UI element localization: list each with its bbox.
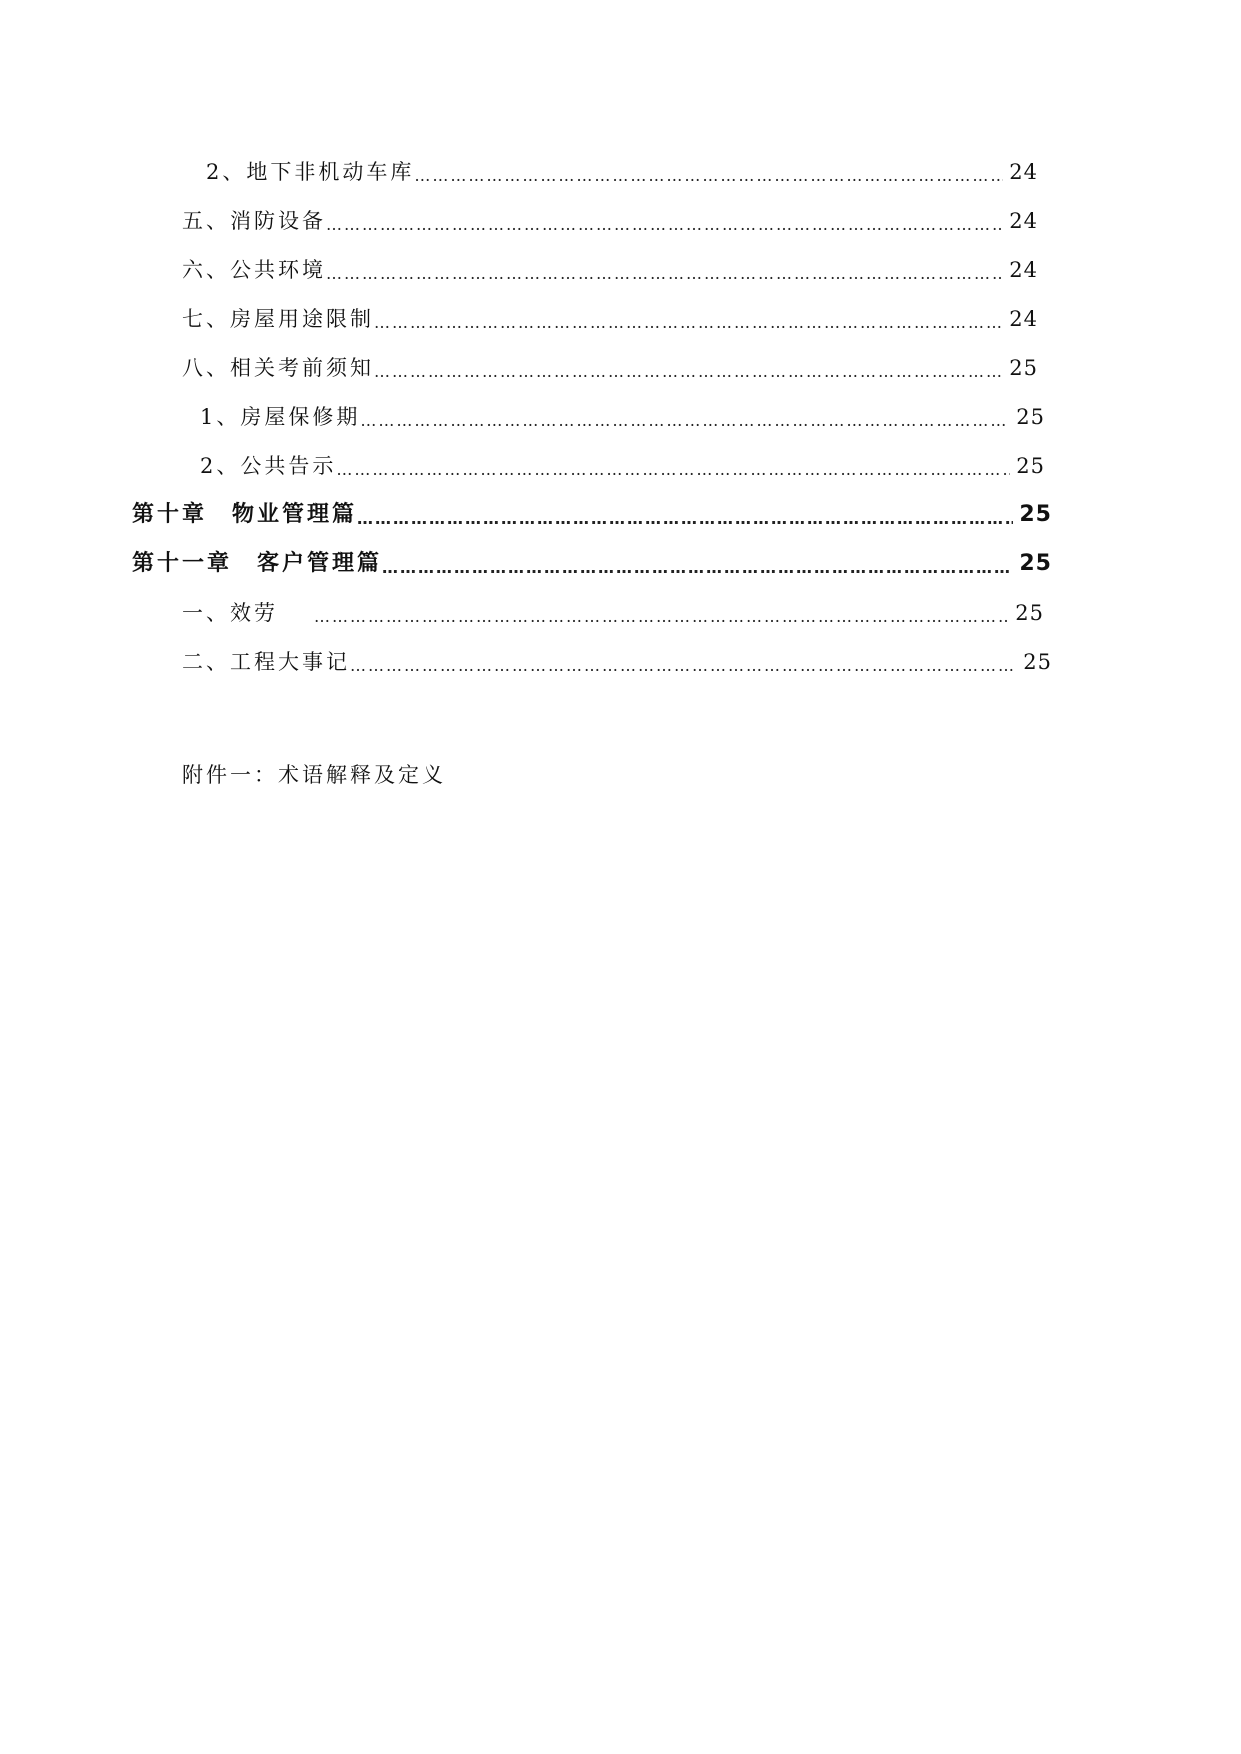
toc-chapter-label: 第十一章 客户管理篇: [132, 551, 383, 576]
toc-leader-dots: [326, 261, 1003, 287]
toc-leader-dots: [414, 163, 1003, 189]
toc-entry[interactable]: [200, 400, 1045, 434]
toc-leader-dots: [374, 310, 1003, 336]
toc-entry-label: 八、相关考前须知: [182, 356, 374, 380]
toc-entry-label: 1、房屋保修期: [200, 405, 361, 429]
toc-page-number: 25: [1015, 601, 1044, 625]
toc-entry-label: 2、公共告示: [200, 454, 337, 478]
toc-page-number: 24: [1009, 307, 1038, 331]
toc-page-number: 25: [1016, 454, 1045, 478]
toc-leader-dots: [350, 653, 1017, 679]
toc-entry[interactable]: [182, 253, 1038, 287]
toc-entry[interactable]: [182, 596, 1044, 630]
appendix-label: 附件一：术语解释及定义: [182, 763, 446, 787]
toc-page-number: 25: [1016, 405, 1045, 429]
toc-page-number: 25: [1019, 502, 1052, 527]
toc-entry[interactable]: [182, 351, 1038, 385]
toc-chapter-entry[interactable]: [132, 498, 1052, 532]
toc-page-number: 24: [1009, 209, 1038, 233]
toc-entry[interactable]: [182, 645, 1052, 679]
toc-leader-dots: [326, 212, 1003, 238]
toc-page-number: 24: [1009, 160, 1038, 184]
toc-page-number: 25: [1019, 551, 1052, 576]
toc-leader-dots: [374, 359, 1003, 385]
toc-chapter-entry[interactable]: [132, 547, 1052, 581]
toc-leader-dots: [360, 408, 1010, 434]
toc-chapter-label: 第十章 物业管理篇: [132, 502, 358, 527]
toc-leader-dots: [336, 457, 1010, 483]
toc-entry-label: 2、地下非机动车库: [206, 160, 415, 184]
toc-entry-label: 六、公共环境: [182, 258, 326, 282]
toc-page-number: 25: [1009, 356, 1038, 380]
toc-leader-dots: [382, 555, 1013, 581]
toc-page-number: 24: [1009, 258, 1038, 282]
toc-entry-label: 二、工程大事记: [182, 650, 350, 674]
toc-entry-label: 一、效劳: [182, 601, 278, 625]
toc-entry[interactable]: [200, 449, 1045, 483]
toc-entry[interactable]: [206, 155, 1038, 189]
toc-entry[interactable]: [182, 302, 1038, 336]
toc-leader-dots: [357, 506, 1013, 532]
toc-entry-label: 七、房屋用途限制: [182, 307, 374, 331]
toc-leader-dots: [314, 604, 1009, 630]
toc-entry[interactable]: [182, 204, 1038, 238]
toc-page-number: 25: [1023, 650, 1052, 674]
toc-entry-label: 五、消防设备: [182, 209, 326, 233]
